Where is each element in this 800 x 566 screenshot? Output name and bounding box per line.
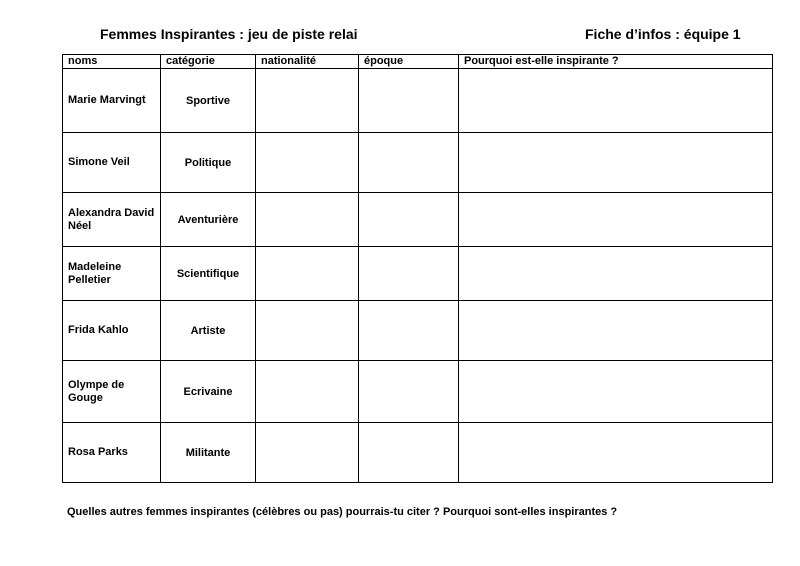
category-cell: Politique <box>161 133 256 193</box>
column-header-names: noms <box>63 55 161 69</box>
category-cell: Ecrivaine <box>161 361 256 423</box>
info-table <box>62 54 773 483</box>
category-cell: Militante <box>161 423 256 483</box>
table-row <box>63 247 773 301</box>
nationality-cell[interactable] <box>256 247 359 301</box>
column-header-nationality: nationalité <box>256 55 359 69</box>
category-cell: Artiste <box>161 301 256 361</box>
era-cell[interactable] <box>359 193 459 247</box>
column-header-category: catégorie <box>161 55 256 69</box>
why-inspiring-cell[interactable] <box>459 247 773 301</box>
column-header-era: époque <box>359 55 459 69</box>
nationality-cell[interactable] <box>256 69 359 133</box>
nationality-cell[interactable] <box>256 193 359 247</box>
page-title: Femmes Inspirantes : jeu de piste relai <box>100 26 358 42</box>
footer-question: Quelles autres femmes inspirantes (célèbres ou pas) pourrais-tu citer ? Pourquoi sont-elles inspirantes ? <box>67 506 618 518</box>
name-cell: Madeleine Pelletier <box>63 247 161 301</box>
why-inspiring-cell[interactable] <box>459 69 773 133</box>
nationality-cell[interactable] <box>256 301 359 361</box>
name-cell: Olympe de Gouge <box>63 361 161 423</box>
name-cell: Alexandra David Néel <box>63 193 161 247</box>
why-inspiring-cell[interactable] <box>459 361 773 423</box>
era-cell[interactable] <box>359 423 459 483</box>
why-inspiring-cell[interactable] <box>459 301 773 361</box>
era-cell[interactable] <box>359 301 459 361</box>
nationality-cell[interactable] <box>256 133 359 193</box>
table-row <box>63 423 773 483</box>
category-cell: Scientifique <box>161 247 256 301</box>
nationality-cell[interactable] <box>256 423 359 483</box>
name-cell: Simone Veil <box>63 133 161 193</box>
category-cell: Sportive <box>161 69 256 133</box>
team-sheet-label: Fiche d’infos : équipe 1 <box>585 26 741 42</box>
era-cell[interactable] <box>359 361 459 423</box>
table-row <box>63 301 773 361</box>
why-inspiring-cell[interactable] <box>459 193 773 247</box>
name-cell: Frida Kahlo <box>63 301 161 361</box>
name-cell: Rosa Parks <box>63 423 161 483</box>
why-inspiring-cell[interactable] <box>459 423 773 483</box>
table-row <box>63 193 773 247</box>
era-cell[interactable] <box>359 247 459 301</box>
column-header-why-inspiring: Pourquoi est-elle inspirante ? <box>459 55 773 69</box>
era-cell[interactable] <box>359 69 459 133</box>
why-inspiring-cell[interactable] <box>459 133 773 193</box>
table-row <box>63 361 773 423</box>
table-header-row <box>63 55 773 69</box>
nationality-cell[interactable] <box>256 361 359 423</box>
table-row <box>63 69 773 133</box>
name-cell: Marie Marvingt <box>63 69 161 133</box>
era-cell[interactable] <box>359 133 459 193</box>
category-cell: Aventurière <box>161 193 256 247</box>
table-row <box>63 133 773 193</box>
